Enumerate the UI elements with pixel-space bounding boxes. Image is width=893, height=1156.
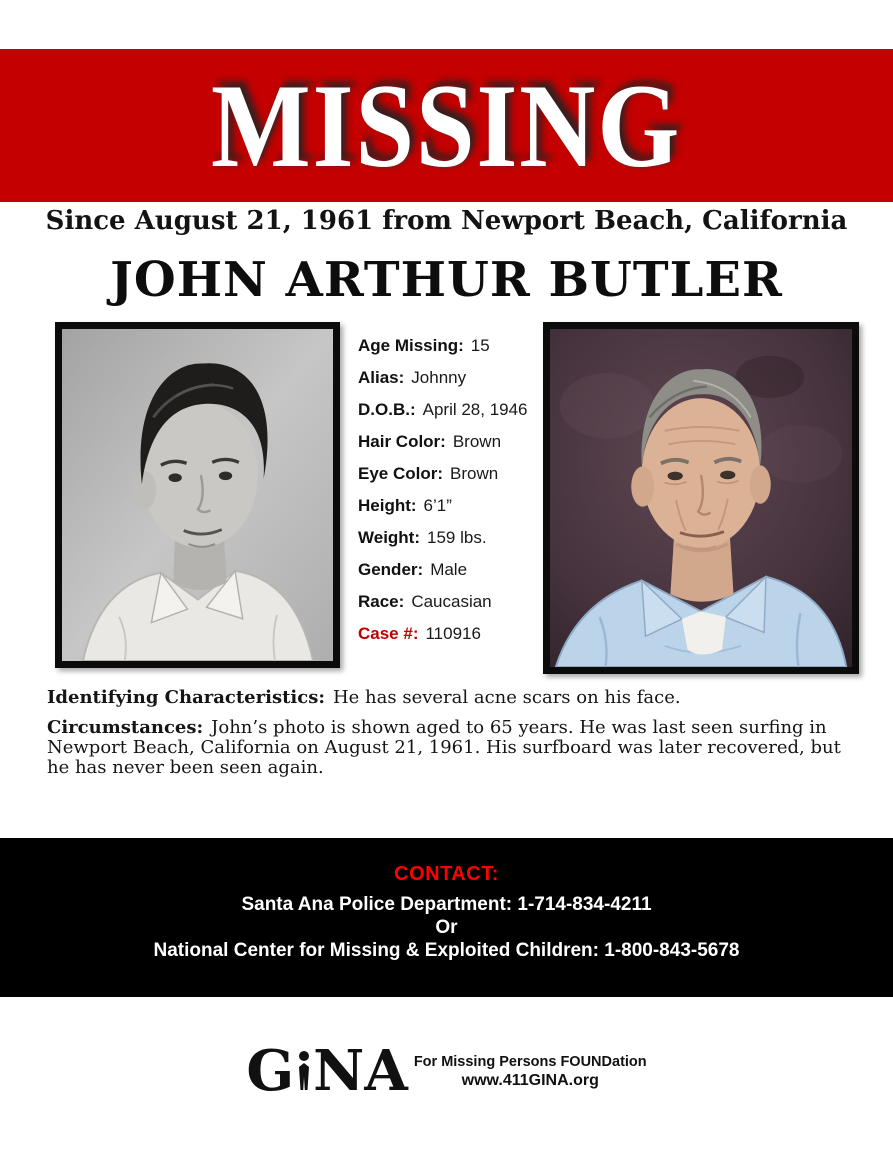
detail-row-alias (358, 362, 528, 394)
details-list (358, 330, 528, 650)
detail-label: Hair Color: (358, 432, 446, 451)
detail-value: 6’1” (423, 496, 452, 515)
detail-row-age-missing (358, 330, 528, 362)
detail-value: 15 (470, 336, 490, 355)
contact-section (0, 838, 893, 997)
detail-row-hair-color (358, 426, 528, 458)
contact-ncmec-line: National Center for Missing & Exploited Children: 1-800-843-5678 (153, 940, 740, 961)
identifying-label: Identifying Characteristics: (47, 687, 325, 708)
photo-age-progressed (543, 322, 859, 674)
detail-label: Age Missing: (358, 336, 464, 355)
circumstances-label: Circumstances: (47, 717, 204, 738)
detail-value: Brown (450, 464, 499, 483)
detail-row-weight (358, 522, 528, 554)
circumstances-paragraph (47, 718, 853, 778)
detail-label: D.O.B.: (358, 400, 416, 419)
detail-label: Gender: (358, 560, 424, 579)
description-section (47, 688, 853, 778)
case-number-value: 110916 (425, 624, 481, 643)
case-number-label: Case #: (358, 624, 419, 643)
person-icon (296, 1050, 312, 1092)
detail-value: 159 lbs. (427, 528, 487, 547)
gina-wordmark (246, 1038, 408, 1104)
contact-heading: CONTACT: (394, 863, 499, 885)
detail-label: Race: (358, 592, 405, 611)
young-photo-image (62, 329, 333, 661)
missing-banner (0, 49, 893, 202)
detail-row-dob (358, 394, 528, 426)
detail-value: Johnny (411, 368, 467, 387)
detail-row-case-number (358, 618, 528, 650)
photo-young (55, 322, 340, 668)
gina-logo (0, 1038, 893, 1104)
gina-letters-na: NA (313, 1038, 408, 1104)
detail-label: Height: (358, 496, 417, 515)
detail-row-gender (358, 554, 528, 586)
detail-value: Male (430, 560, 468, 579)
contact-police-line: Santa Ana Police Department: 1-714-834-4211 (241, 894, 652, 915)
detail-label: Alias: (358, 368, 405, 387)
identifying-text: He has several acne scars on his face. (332, 687, 681, 708)
missing-since-line: Since August 21, 1961 from Newport Beach, California (45, 206, 848, 236)
circumstances-text: John’s photo is shown aged to 65 years. He was last seen surfing in Newport Beach, California on August 21, 1961. His surfboard was later recovered, but he has never been seen again. (47, 717, 841, 778)
contact-or-separator: Or (435, 917, 458, 938)
detail-row-eye-color (358, 458, 528, 490)
missing-title: MISSING (211, 58, 682, 192)
person-name: JOHN ARTHUR BUTLER (110, 252, 783, 308)
detail-value: Brown (452, 432, 502, 451)
gina-letter-g: G (246, 1038, 295, 1104)
gina-text-block (414, 1048, 647, 1090)
detail-value: Caucasian (411, 592, 492, 611)
identifying-characteristics-paragraph (47, 688, 853, 708)
detail-label: Weight: (358, 528, 421, 547)
gina-url: www.411GINA.org (461, 1072, 599, 1089)
detail-row-race (358, 586, 528, 618)
detail-label: Eye Color: (358, 464, 444, 483)
detail-row-height (358, 490, 528, 522)
gina-tagline: For Missing Persons FOUNDation (413, 1054, 647, 1070)
age-progressed-photo-image (550, 329, 852, 667)
detail-value: April 28, 1946 (422, 400, 528, 419)
